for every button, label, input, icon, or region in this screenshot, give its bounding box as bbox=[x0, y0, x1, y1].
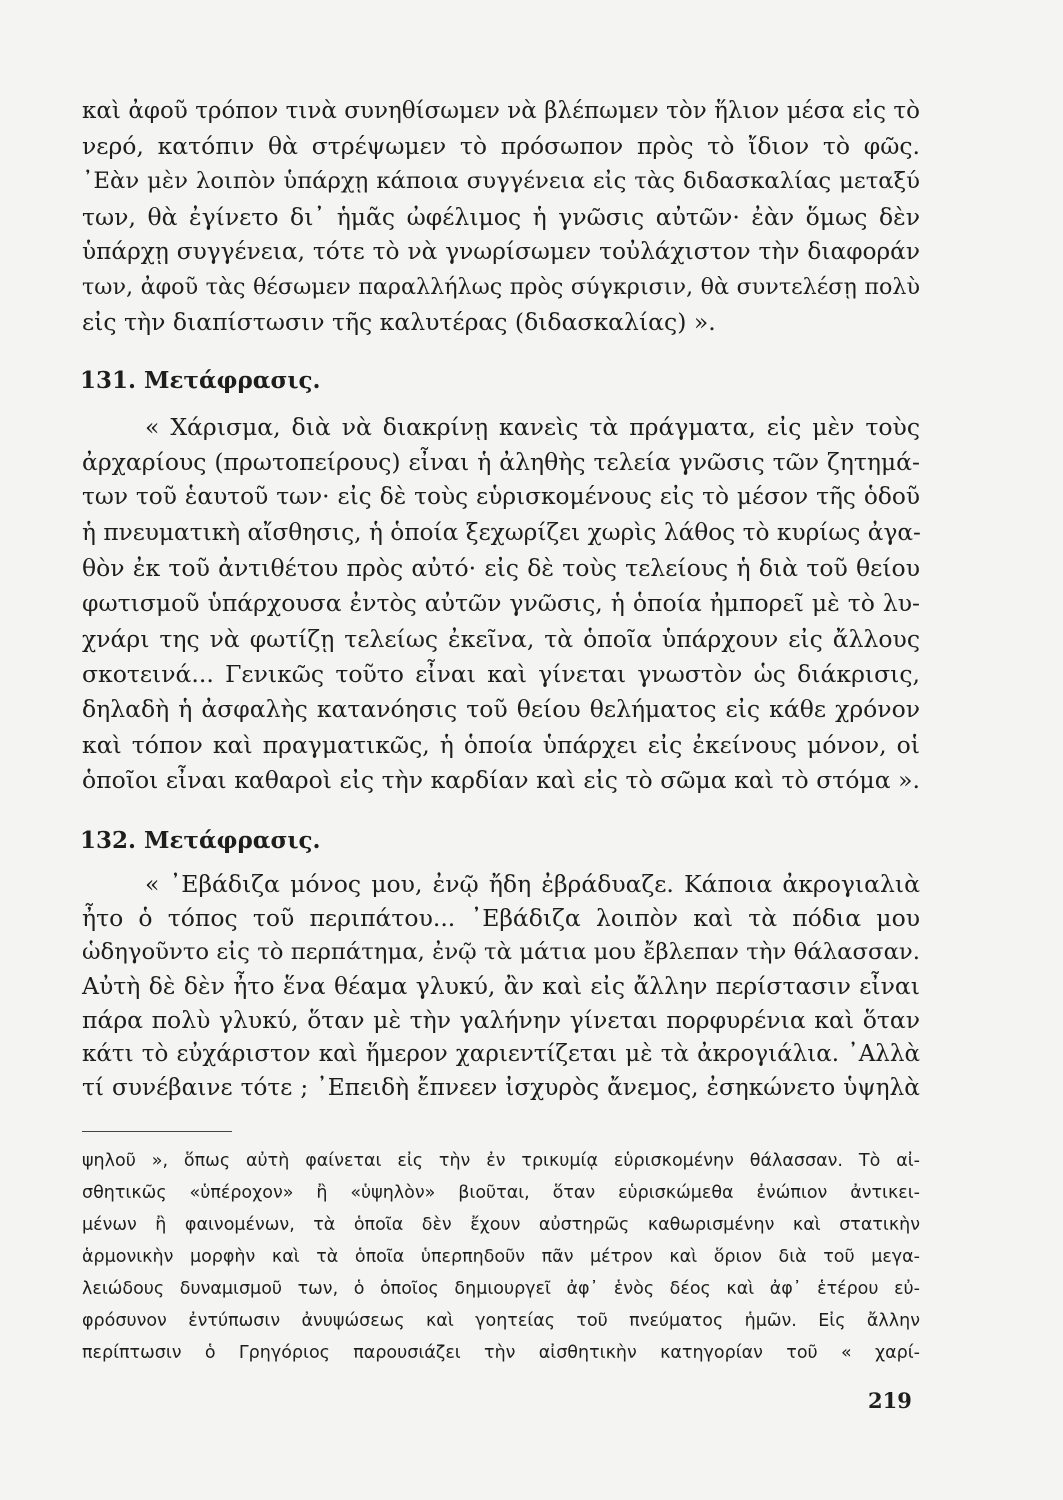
text-line: θὸν ἐκ τοῦ ἀντιθέτου πρὸς αὐτό· εἰς δὲ τοὺς τελείους ἡ διὰ τοῦ θείου bbox=[82, 554, 920, 582]
text-line: εἰς τὴν διαπίστωσιν τῆς καλυτέρας (διδασκαλίας) ». bbox=[82, 308, 716, 336]
text-line: των, θὰ ἐγίνετο δι᾿ ἡμᾶς ὠφέλιμος ἡ γνῶσις αὐτῶν· ἐὰν ὅμως δὲν bbox=[82, 203, 920, 231]
text-line: ἡ πνευματικὴ αἴσθησις, ἡ ὁποία ξεχωρίζει χωρὶς λάθος τὸ κυρίως ἀγα- bbox=[82, 519, 921, 546]
section-heading-132: 132. Μετάφρασις. bbox=[80, 827, 321, 854]
text-line: δηλαδὴ ἡ ἀσφαλὴς κατανόησις τοῦ θείου θελήματος εἰς κάθε χρόνον bbox=[82, 695, 920, 723]
text-line: ὁποῖοι εἶναι καθαροὶ εἰς τὴν καρδίαν καὶ εἰς τὸ σῶμα καὶ τὸ στόμα ». bbox=[82, 766, 920, 794]
text-line: τί συνέβαινε τότε ; ᾿Επειδὴ ἔπνεεν ἰσχυρὸς ἄνεμος, ἐσηκώνετο ὑψηλὰ bbox=[82, 1074, 920, 1101]
section-heading-131: 131. Μετάφρασις. bbox=[80, 367, 321, 394]
text-line: Αὐτὴ δὲ δὲν ἦτο ἕνα θέαμα γλυκύ, ἂν καὶ εἰς ἄλλην περίστασιν εἶναι bbox=[82, 972, 920, 1000]
footnote-line: σθητικῶς «ὑπέροχον» ἢ «ὑψηλὸν» βιοῦται, ὅταν εὑρισκώμεθα ἐνώπιον ἀντικει- bbox=[82, 1183, 920, 1203]
text-line: καὶ ἀφοῦ τρόπον τινὰ συνηθίσωμεν νὰ βλέπωμεν τὸν ἥλιον μέσα εἰς τὸ bbox=[82, 98, 920, 124]
text-line: των, ἀφοῦ τὰς θέσωμεν παραλλήλως πρὸς σύγκρισιν, θὰ συντελέσῃ πολὺ bbox=[82, 274, 920, 300]
text-line: κάτι τὸ εὐχάριστον καὶ ἥμερον χαριεντίζεται μὲ τὰ ἀκρογιάλια. ᾿Αλλὰ bbox=[82, 1041, 920, 1067]
text-line: νερό, κατόπιν θὰ στρέψωμεν τὸ πρόσωπον πρὸς τὸ ἴδιον τὸ φῶς. bbox=[82, 132, 920, 160]
page-number: 219 bbox=[868, 1388, 912, 1413]
footnote-line: ἁρμονικὴν μορφὴν καὶ τὰ ὁποῖα ὑπερπηδοῦν πᾶν μέτρον καὶ ὅριον διὰ τοῦ μεγα- bbox=[82, 1247, 920, 1267]
text-line: χνάρι της νὰ φωτίζῃ τελείως ἐκεῖνα, τὰ ὁποῖα ὑπάρχουν εἰς ἄλλους bbox=[82, 625, 920, 653]
text-line: σκοτεινά... Γενικῶς τοῦτο εἶναι καὶ γίνεται γνωστὸν ὡς διάκρισις, bbox=[82, 660, 920, 688]
text-line: καὶ τόπον καὶ πραγματικῶς, ἡ ὁποία ὑπάρχει εἰς ἐκείνους μόνον, οἱ bbox=[82, 731, 920, 759]
text-line: ᾿Εὰν μὲν λοιπὸν ὑπάρχῃ κάποια συγγένεια εἰς τὰς διδασκαλίας μεταξύ bbox=[82, 168, 920, 194]
footnote-line: φρόσυνον ἐντύπωσιν ἀνυψώσεως καὶ γοητείας τοῦ πνεύματος ἡμῶν. Εἰς ἄλλην bbox=[82, 1311, 920, 1331]
text-line: φωτισμοῦ ὑπάρχουσα ἐντὸς αὐτῶν γνῶσις, ἡ ὁποία ἠμπορεῖ μὲ τὸ λυ- bbox=[82, 589, 920, 617]
footnote-line: λειώδους δυναμισμοῦ των, ὁ ὁποῖος δημιουργεῖ ἀφ᾿ ἑνὸς δέος καὶ ἀφ᾿ ἑτέρου εὐ- bbox=[82, 1279, 920, 1299]
text-line: ἀρχαρίους (πρωτοπείρους) εἶναι ἡ ἀληθὴς τελεία γνῶσις τῶν ζητημά- bbox=[82, 448, 920, 476]
text-line: « Χάρισμα, διὰ νὰ διακρίνῃ κανεὶς τὰ πράγματα, εἰς μὲν τοὺς bbox=[145, 413, 920, 441]
text-line: πάρα πολὺ γλυκύ, ὅταν μὲ τὴν γαλήνην γίνεται πορφυρένια καὶ ὅταν bbox=[82, 1006, 920, 1034]
footnote-divider bbox=[82, 1131, 232, 1132]
text-line: των τοῦ ἑαυτοῦ των· εἰς δὲ τοὺς εὑρισκομένους εἰς τὸ μέσον τῆς ὁδοῦ bbox=[82, 483, 920, 510]
footnote-line: περίπτωσιν ὁ Γρηγόριος παρουσιάζει τὴν αἰσθητικὴν κατηγορίαν τοῦ « χαρί- bbox=[82, 1343, 920, 1363]
text-line: ἦτο ὁ τόπος τοῦ περιπάτου... ᾿Εβάδιζα λοιπὸν καὶ τὰ πόδια μου bbox=[82, 904, 920, 932]
footnote-line: μένων ἢ φαινομένων, τὰ ὁποῖα δὲν ἔχουν αὐστηρῶς καθωρισμένην καὶ στατικὴν bbox=[82, 1215, 920, 1235]
footnote-line: ψηλοῦ », ὅπως αὐτὴ φαίνεται εἰς τὴν ἐν τρικυμίᾳ εὑρισκομένην θάλασσαν. Τὸ αἰ- bbox=[82, 1151, 920, 1171]
text-line: « ᾿Εβάδιζα μόνος μου, ἐνῷ ἤδη ἐβράδυαζε. Κάποια ἀκρογιαλιὰ bbox=[145, 870, 920, 898]
text-line: ὡδηγοῦντο εἰς τὸ περπάτημα, ἐνῷ τὰ μάτια μου ἔβλεπαν τὴν θάλασσαν. bbox=[82, 939, 920, 965]
text-line: ὑπάρχῃ συγγένεια, τότε τὸ νὰ γνωρίσωμεν τοὐλάχιστον τὴν διαφοράν bbox=[82, 238, 920, 265]
